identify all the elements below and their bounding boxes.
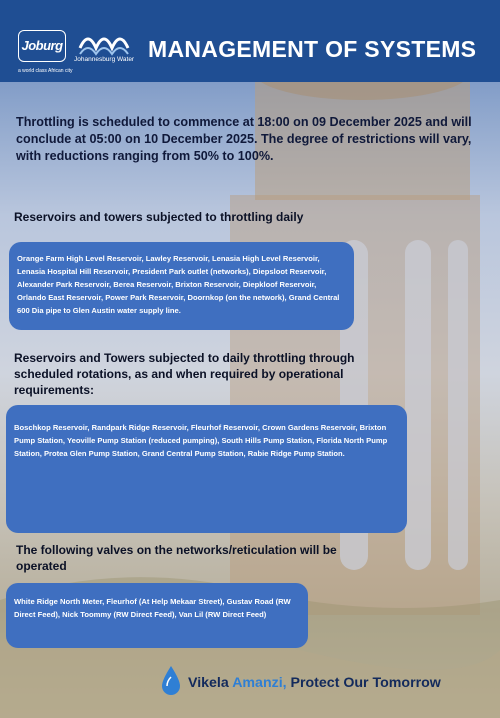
footer-word-amanzi: Amanzi, <box>232 675 287 691</box>
footer-slogan <box>188 675 441 691</box>
valves-box: White Ridge North Meter, Fleurhof (At Help Mekaar Street), Gustav Road (RW Direct Feed), Nick Toommy (RW Direct Feed), Van Lil (RW Direct Feed) <box>6 583 308 648</box>
footer-slogan-rest: Protect Our Tomorrow <box>286 675 441 691</box>
johannesburg-water-label: Johannesburg Water <box>74 56 135 63</box>
page-title: MANAGEMENT OF SYSTEMS <box>148 36 477 62</box>
section-heading-daily: Reservoirs and towers subjected to throttling daily <box>14 210 304 224</box>
section-heading-valves: The following valves on the networks/reticulation will be operated <box>16 543 337 573</box>
header-banner <box>0 0 500 82</box>
rotation-reservoirs-box: Boschkop Reservoir, Randpark Ridge Reservoir, Fleurhof Reservoir, Crown Gardens Reservoir, Brixton Pump Station, Yeoville Pump Station (reduced pumping), South Hills Pump Station, Florida North Pump Station, Protea Glen Pump Station, Grand Central Pump Station, Rabie Ridge Pump Station. <box>6 405 407 533</box>
footer-word-vikela: Vikela <box>188 675 233 691</box>
section-heading-rotations: Reservoirs and Towers subjected to daily throttling through scheduled rotations, as and when required by operational requirements: <box>14 351 355 397</box>
water-drop-icon <box>160 664 182 696</box>
intro-text: Throttling is scheduled to commence at 18:00 on 09 December 2025 and will conclude at 05:00 on 10 December 2025. The degree of restrictions will vary, with reductions ranging from 50% to 100%. <box>16 115 472 163</box>
joburg-logo: Joburg <box>18 30 66 62</box>
joburg-tagline: a world class African city <box>18 68 73 74</box>
daily-reservoirs-box: Orange Farm High Level Reservoir, Lawley Reservoir, Lenasia High Level Reservoir, Lenasia Hospital Hill Reservoir, President Park outlet (networks), Diepsloot Reservoir, Alexander Park Reservoir, Berea Reservoir, Brixton Reservoir, Diepkloof Reservoir, Orlando East Reservoir, Power Park Reservoir, Doornkop (on the network), Grand Central 600 Dia pipe to Glen Austin water supply line. <box>9 242 354 330</box>
